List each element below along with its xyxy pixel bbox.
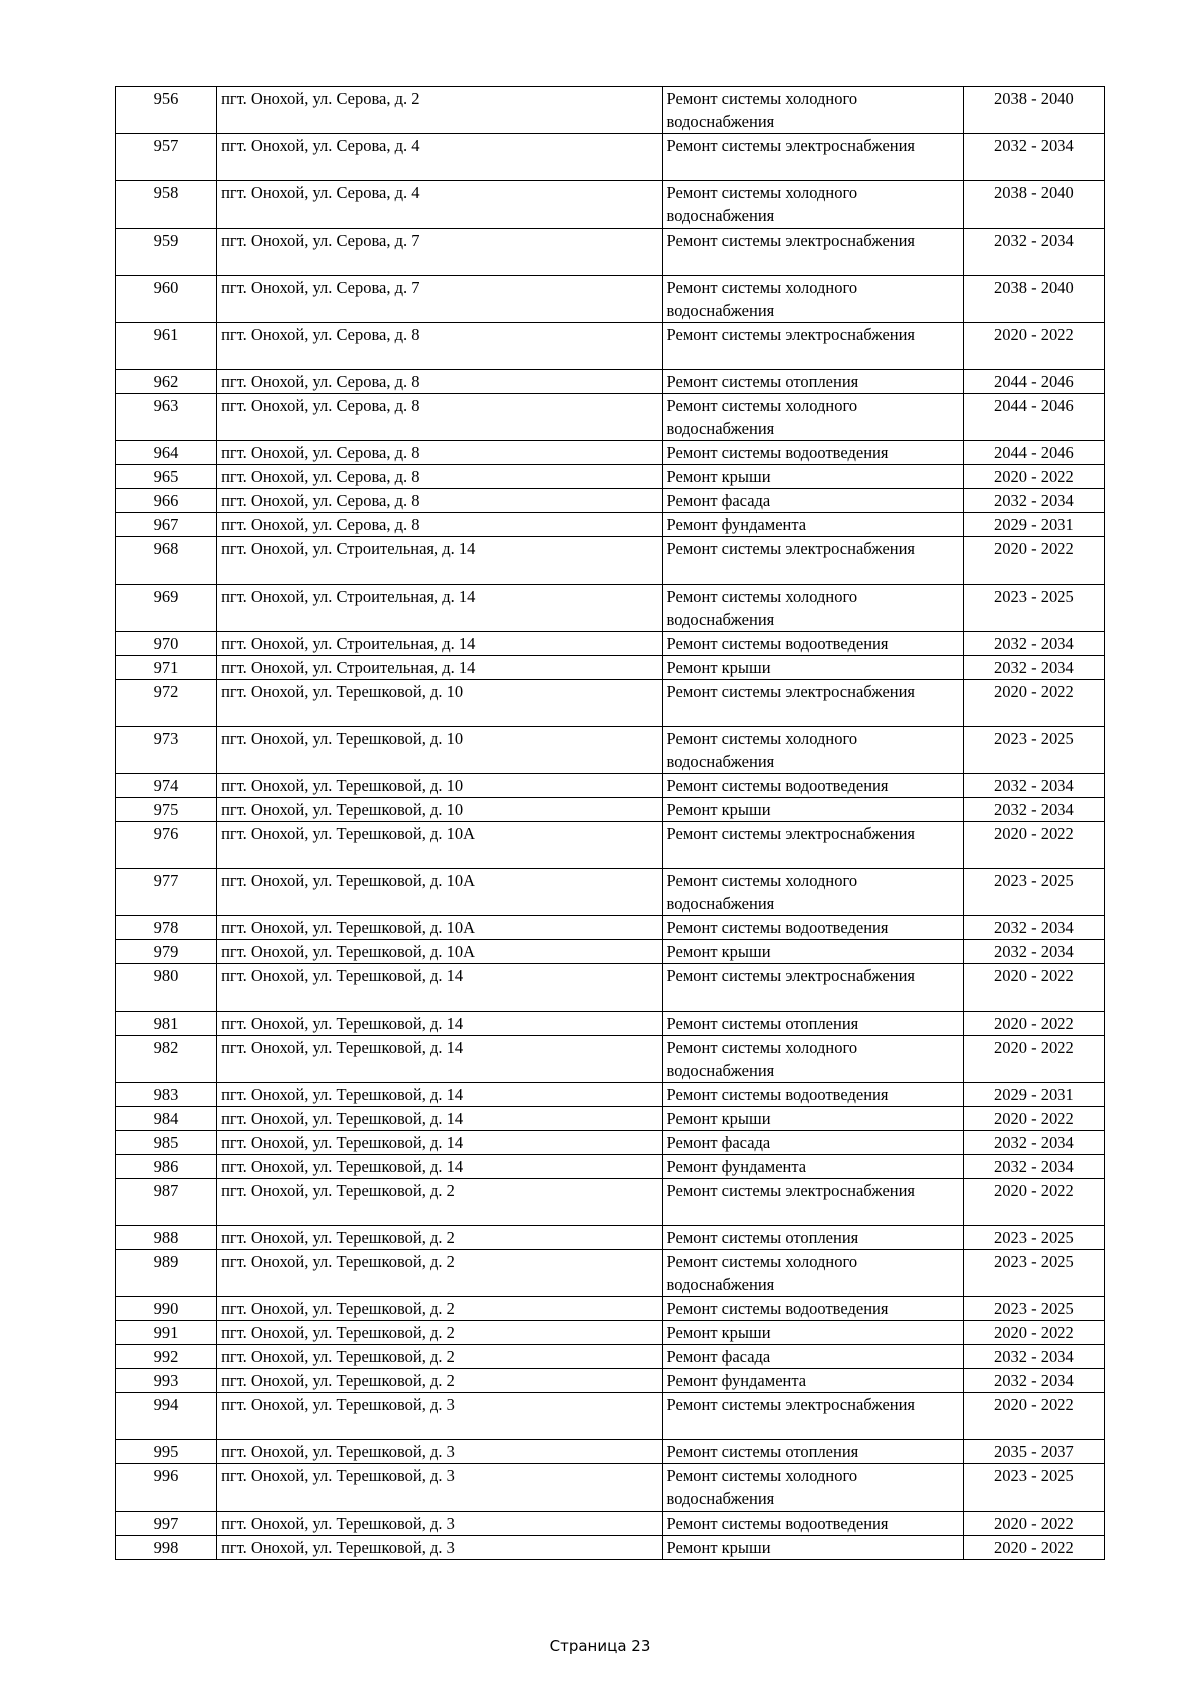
- period-cell: 2044 - 2046: [963, 394, 1104, 441]
- work-type-cell: Ремонт системы электроснабжения: [662, 822, 963, 869]
- table-row: [116, 916, 1105, 940]
- table-body: [116, 87, 1105, 1560]
- row-number: 997: [116, 1511, 217, 1535]
- work-type-cell: Ремонт системы водоотведения: [662, 1297, 963, 1321]
- table-row: [116, 513, 1105, 537]
- work-type-cell: Ремонт крыши: [662, 655, 963, 679]
- address-cell: пгт. Онохой, ул. Терешковой, д. 14: [217, 1035, 662, 1082]
- address-cell: пгт. Онохой, ул. Терешковой, д. 2: [217, 1178, 662, 1225]
- period-cell: 2020 - 2022: [963, 322, 1104, 369]
- row-number: 980: [116, 964, 217, 1011]
- work-type-cell: Ремонт системы водоотведения: [662, 916, 963, 940]
- table-row: [116, 1440, 1105, 1464]
- address-cell: пгт. Онохой, ул. Терешковой, д. 2: [217, 1345, 662, 1369]
- row-number: 984: [116, 1106, 217, 1130]
- table-row: [116, 1035, 1105, 1082]
- work-type-cell: Ремонт системы холодного водоснабжения: [662, 1035, 963, 1082]
- period-cell: 2035 - 2037: [963, 1440, 1104, 1464]
- period-cell: 2020 - 2022: [963, 679, 1104, 726]
- row-number: 972: [116, 679, 217, 726]
- address-cell: пгт. Онохой, ул. Терешковой, д. 3: [217, 1440, 662, 1464]
- period-cell: 2023 - 2025: [963, 1226, 1104, 1250]
- work-type-cell: Ремонт системы электроснабжения: [662, 679, 963, 726]
- work-type-cell: Ремонт системы холодного водоснабжения: [662, 87, 963, 134]
- address-cell: пгт. Онохой, ул. Терешковой, д. 2: [217, 1369, 662, 1393]
- table-row: [116, 537, 1105, 584]
- work-type-cell: Ремонт системы водоотведения: [662, 631, 963, 655]
- table-row: [116, 489, 1105, 513]
- table-row: [116, 631, 1105, 655]
- row-number: 977: [116, 869, 217, 916]
- table-row: [116, 1345, 1105, 1369]
- address-cell: пгт. Онохой, ул. Терешковой, д. 10А: [217, 822, 662, 869]
- table-row: [116, 465, 1105, 489]
- period-cell: 2032 - 2034: [963, 489, 1104, 513]
- period-cell: 2020 - 2022: [963, 1321, 1104, 1345]
- row-number: 989: [116, 1250, 217, 1297]
- address-cell: пгт. Онохой, ул. Серова, д. 4: [217, 181, 662, 228]
- period-cell: 2038 - 2040: [963, 87, 1104, 134]
- period-cell: 2029 - 2031: [963, 1082, 1104, 1106]
- address-cell: пгт. Онохой, ул. Серова, д. 8: [217, 513, 662, 537]
- row-number: 962: [116, 370, 217, 394]
- period-cell: 2023 - 2025: [963, 726, 1104, 773]
- period-cell: 2032 - 2034: [963, 774, 1104, 798]
- row-number: 966: [116, 489, 217, 513]
- row-number: 975: [116, 798, 217, 822]
- table-row: [116, 940, 1105, 964]
- work-type-cell: Ремонт крыши: [662, 1106, 963, 1130]
- table-row: [116, 1535, 1105, 1559]
- row-number: 971: [116, 655, 217, 679]
- period-cell: 2020 - 2022: [963, 964, 1104, 1011]
- address-cell: пгт. Онохой, ул. Терешковой, д. 3: [217, 1464, 662, 1511]
- address-cell: пгт. Онохой, ул. Серова, д. 8: [217, 394, 662, 441]
- period-cell: 2032 - 2034: [963, 655, 1104, 679]
- address-cell: пгт. Онохой, ул. Терешковой, д. 10: [217, 774, 662, 798]
- row-number: 974: [116, 774, 217, 798]
- period-cell: 2023 - 2025: [963, 584, 1104, 631]
- address-cell: пгт. Онохой, ул. Терешковой, д. 10А: [217, 916, 662, 940]
- period-cell: 2044 - 2046: [963, 370, 1104, 394]
- address-cell: пгт. Онохой, ул. Терешковой, д. 14: [217, 1011, 662, 1035]
- address-cell: пгт. Онохой, ул. Строительная, д. 14: [217, 537, 662, 584]
- work-type-cell: Ремонт системы холодного водоснабжения: [662, 181, 963, 228]
- row-number: 994: [116, 1393, 217, 1440]
- work-type-cell: Ремонт фасада: [662, 489, 963, 513]
- table-row: [116, 181, 1105, 228]
- work-type-cell: Ремонт системы холодного водоснабжения: [662, 726, 963, 773]
- table-row: [116, 370, 1105, 394]
- row-number: 969: [116, 584, 217, 631]
- address-cell: пгт. Онохой, ул. Терешковой, д. 2: [217, 1226, 662, 1250]
- row-number: 970: [116, 631, 217, 655]
- address-cell: пгт. Онохой, ул. Терешковой, д. 3: [217, 1393, 662, 1440]
- address-cell: пгт. Онохой, ул. Терешковой, д. 10: [217, 726, 662, 773]
- row-number: 978: [116, 916, 217, 940]
- table-row: [116, 1226, 1105, 1250]
- address-cell: пгт. Онохой, ул. Серова, д. 8: [217, 441, 662, 465]
- row-number: 986: [116, 1154, 217, 1178]
- row-number: 965: [116, 465, 217, 489]
- table-row: [116, 1011, 1105, 1035]
- period-cell: 2032 - 2034: [963, 916, 1104, 940]
- address-cell: пгт. Онохой, ул. Серова, д. 7: [217, 228, 662, 275]
- period-cell: 2020 - 2022: [963, 1535, 1104, 1559]
- work-type-cell: Ремонт системы электроснабжения: [662, 228, 963, 275]
- row-number: 959: [116, 228, 217, 275]
- work-type-cell: Ремонт системы электроснабжения: [662, 1178, 963, 1225]
- work-type-cell: Ремонт фундамента: [662, 1154, 963, 1178]
- address-cell: пгт. Онохой, ул. Строительная, д. 14: [217, 631, 662, 655]
- table-row: [116, 726, 1105, 773]
- address-cell: пгт. Онохой, ул. Строительная, д. 14: [217, 655, 662, 679]
- row-number: 979: [116, 940, 217, 964]
- period-cell: 2032 - 2034: [963, 798, 1104, 822]
- table-row: [116, 774, 1105, 798]
- table-row: [116, 822, 1105, 869]
- address-cell: пгт. Онохой, ул. Терешковой, д. 14: [217, 1130, 662, 1154]
- period-cell: 2038 - 2040: [963, 181, 1104, 228]
- table-row: [116, 275, 1105, 322]
- row-number: 987: [116, 1178, 217, 1225]
- address-cell: пгт. Онохой, ул. Терешковой, д. 14: [217, 1082, 662, 1106]
- table-row: [116, 1154, 1105, 1178]
- work-type-cell: Ремонт системы водоотведения: [662, 1082, 963, 1106]
- period-cell: 2032 - 2034: [963, 940, 1104, 964]
- address-cell: пгт. Онохой, ул. Серова, д. 8: [217, 465, 662, 489]
- table-row: [116, 1178, 1105, 1225]
- address-cell: пгт. Онохой, ул. Терешковой, д. 10: [217, 679, 662, 726]
- work-type-cell: Ремонт системы водоотведения: [662, 1511, 963, 1535]
- table-row: [116, 394, 1105, 441]
- work-type-cell: Ремонт системы отопления: [662, 1226, 963, 1250]
- address-cell: пгт. Онохой, ул. Терешковой, д. 2: [217, 1297, 662, 1321]
- table-row: [116, 1297, 1105, 1321]
- work-type-cell: Ремонт фасада: [662, 1345, 963, 1369]
- row-number: 961: [116, 322, 217, 369]
- row-number: 982: [116, 1035, 217, 1082]
- period-cell: 2038 - 2040: [963, 275, 1104, 322]
- period-cell: 2020 - 2022: [963, 1178, 1104, 1225]
- table-row: [116, 228, 1105, 275]
- table-row: [116, 1511, 1105, 1535]
- address-cell: пгт. Онохой, ул. Терешковой, д. 10А: [217, 940, 662, 964]
- table-row: [116, 1106, 1105, 1130]
- row-number: 991: [116, 1321, 217, 1345]
- period-cell: 2032 - 2034: [963, 1130, 1104, 1154]
- row-number: 998: [116, 1535, 217, 1559]
- period-cell: 2023 - 2025: [963, 1464, 1104, 1511]
- period-cell: 2023 - 2025: [963, 1250, 1104, 1297]
- work-type-cell: Ремонт системы холодного водоснабжения: [662, 394, 963, 441]
- period-cell: 2032 - 2034: [963, 1369, 1104, 1393]
- address-cell: пгт. Онохой, ул. Серова, д. 8: [217, 370, 662, 394]
- work-type-cell: Ремонт системы электроснабжения: [662, 1393, 963, 1440]
- address-cell: пгт. Онохой, ул. Терешковой, д. 14: [217, 1154, 662, 1178]
- period-cell: 2020 - 2022: [963, 1035, 1104, 1082]
- work-type-cell: Ремонт крыши: [662, 465, 963, 489]
- row-number: 963: [116, 394, 217, 441]
- row-number: 992: [116, 1345, 217, 1369]
- work-type-cell: Ремонт системы водоотведения: [662, 441, 963, 465]
- address-cell: пгт. Онохой, ул. Терешковой, д. 2: [217, 1321, 662, 1345]
- address-cell: пгт. Онохой, ул. Серова, д. 4: [217, 134, 662, 181]
- work-type-cell: Ремонт системы водоотведения: [662, 774, 963, 798]
- period-cell: 2029 - 2031: [963, 513, 1104, 537]
- work-type-cell: Ремонт системы электроснабжения: [662, 537, 963, 584]
- work-type-cell: Ремонт системы отопления: [662, 1011, 963, 1035]
- table-row: [116, 869, 1105, 916]
- page-number: Страница 23: [549, 1637, 651, 1655]
- row-number: 981: [116, 1011, 217, 1035]
- period-cell: 2023 - 2025: [963, 1297, 1104, 1321]
- period-cell: 2020 - 2022: [963, 822, 1104, 869]
- work-type-cell: Ремонт фасада: [662, 1130, 963, 1154]
- address-cell: пгт. Онохой, ул. Терешковой, д. 3: [217, 1511, 662, 1535]
- period-cell: 2044 - 2046: [963, 441, 1104, 465]
- work-type-cell: Ремонт крыши: [662, 798, 963, 822]
- row-number: 958: [116, 181, 217, 228]
- row-number: 973: [116, 726, 217, 773]
- row-number: 976: [116, 822, 217, 869]
- table-row: [116, 964, 1105, 1011]
- row-number: 983: [116, 1082, 217, 1106]
- period-cell: 2023 - 2025: [963, 869, 1104, 916]
- work-type-cell: Ремонт системы холодного водоснабжения: [662, 1464, 963, 1511]
- address-cell: пгт. Онохой, ул. Серова, д. 8: [217, 322, 662, 369]
- row-number: 995: [116, 1440, 217, 1464]
- period-cell: 2032 - 2034: [963, 228, 1104, 275]
- work-type-cell: Ремонт фундамента: [662, 513, 963, 537]
- table-row: [116, 584, 1105, 631]
- table-row: [116, 1369, 1105, 1393]
- work-type-cell: Ремонт крыши: [662, 1321, 963, 1345]
- address-cell: пгт. Онохой, ул. Серова, д. 2: [217, 87, 662, 134]
- work-type-cell: Ремонт системы холодного водоснабжения: [662, 584, 963, 631]
- row-number: 990: [116, 1297, 217, 1321]
- address-cell: пгт. Онохой, ул. Терешковой, д. 14: [217, 964, 662, 1011]
- period-cell: 2020 - 2022: [963, 1393, 1104, 1440]
- address-cell: пгт. Онохой, ул. Терешковой, д. 10А: [217, 869, 662, 916]
- table-row: [116, 1250, 1105, 1297]
- period-cell: 2032 - 2034: [963, 1345, 1104, 1369]
- period-cell: 2020 - 2022: [963, 1011, 1104, 1035]
- table-row: [116, 655, 1105, 679]
- period-cell: 2020 - 2022: [963, 465, 1104, 489]
- address-cell: пгт. Онохой, ул. Терешковой, д. 14: [217, 1106, 662, 1130]
- row-number: 956: [116, 87, 217, 134]
- table-row: [116, 1464, 1105, 1511]
- row-number: 957: [116, 134, 217, 181]
- work-type-cell: Ремонт крыши: [662, 1535, 963, 1559]
- row-number: 988: [116, 1226, 217, 1250]
- work-type-cell: Ремонт системы электроснабжения: [662, 964, 963, 1011]
- row-number: 960: [116, 275, 217, 322]
- work-type-cell: Ремонт системы электроснабжения: [662, 134, 963, 181]
- table-row: [116, 1393, 1105, 1440]
- row-number: 996: [116, 1464, 217, 1511]
- table-row: [116, 1130, 1105, 1154]
- work-type-cell: Ремонт системы электроснабжения: [662, 322, 963, 369]
- period-cell: 2032 - 2034: [963, 1154, 1104, 1178]
- address-cell: пгт. Онохой, ул. Терешковой, д. 2: [217, 1250, 662, 1297]
- table-row: [116, 322, 1105, 369]
- work-type-cell: Ремонт крыши: [662, 940, 963, 964]
- row-number: 967: [116, 513, 217, 537]
- period-cell: 2032 - 2034: [963, 631, 1104, 655]
- period-cell: 2020 - 2022: [963, 1106, 1104, 1130]
- table-row: [116, 441, 1105, 465]
- row-number: 964: [116, 441, 217, 465]
- period-cell: 2020 - 2022: [963, 1511, 1104, 1535]
- address-cell: пгт. Онохой, ул. Терешковой, д. 10: [217, 798, 662, 822]
- table-row: [116, 134, 1105, 181]
- period-cell: 2020 - 2022: [963, 537, 1104, 584]
- work-type-cell: Ремонт системы отопления: [662, 370, 963, 394]
- row-number: 993: [116, 1369, 217, 1393]
- row-number: 985: [116, 1130, 217, 1154]
- address-cell: пгт. Онохой, ул. Терешковой, д. 3: [217, 1535, 662, 1559]
- row-number: 968: [116, 537, 217, 584]
- table-row: [116, 679, 1105, 726]
- period-cell: 2032 - 2034: [963, 134, 1104, 181]
- address-cell: пгт. Онохой, ул. Серова, д. 8: [217, 489, 662, 513]
- table-row: [116, 1082, 1105, 1106]
- address-cell: пгт. Онохой, ул. Строительная, д. 14: [217, 584, 662, 631]
- work-type-cell: Ремонт системы отопления: [662, 1440, 963, 1464]
- address-cell: пгт. Онохой, ул. Серова, д. 7: [217, 275, 662, 322]
- table-row: [116, 87, 1105, 134]
- table-row: [116, 798, 1105, 822]
- table-row: [116, 1321, 1105, 1345]
- repair-schedule-table: [115, 86, 1105, 1560]
- work-type-cell: Ремонт системы холодного водоснабжения: [662, 275, 963, 322]
- work-type-cell: Ремонт системы холодного водоснабжения: [662, 869, 963, 916]
- work-type-cell: Ремонт системы холодного водоснабжения: [662, 1250, 963, 1297]
- work-type-cell: Ремонт фундамента: [662, 1369, 963, 1393]
